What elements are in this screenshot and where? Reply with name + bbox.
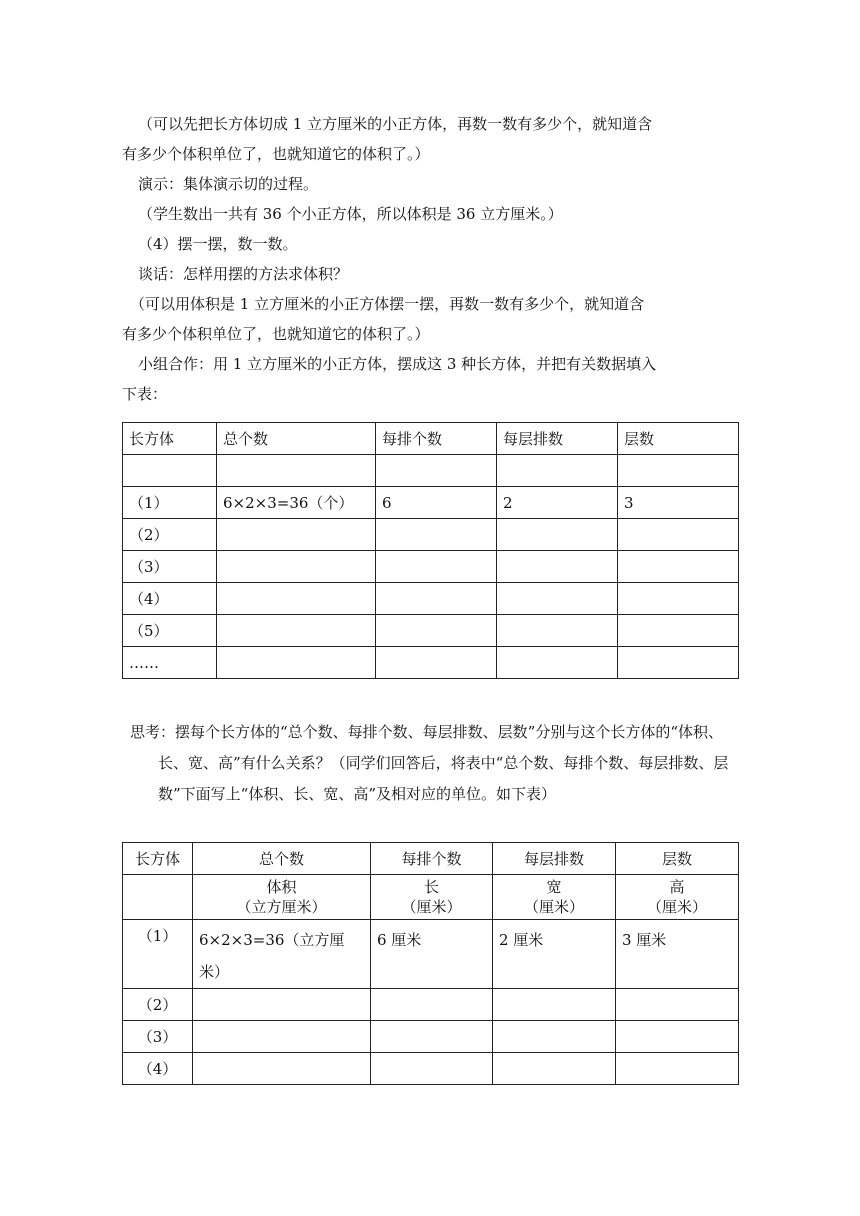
table-cell [376,615,497,647]
table-cell [497,583,618,615]
header-cell: 每层排数 [497,423,618,455]
demo-line: 演示：集体演示切的过程。 [138,175,319,193]
table-row [123,455,739,487]
table-cell [493,1021,616,1053]
table-cell: 6×2×3=36（个） [217,487,376,519]
think-paragraph: 思考：摆每个长方体的“总个数、每排个数、每层排数、层数”分别与这个长方体的“体积、长、宽、高”有什么关系？（同学们回答后，将表中“总个数、每排个数、每层排数、层数”下面写上“体积、长、宽、高”及相对应的单位。如下表） [130,723,729,803]
think-section [130,717,740,810]
table-cell [193,1053,371,1085]
header-cell: 长方体 [123,423,217,455]
header-cell: 每层排数 [493,843,616,875]
subheader-name: 体积 [266,878,297,896]
table-cell [217,583,376,615]
table-row [123,989,739,1021]
table-row [123,647,739,679]
table-cell: （2） [123,989,193,1021]
header-cell: 每排个数 [371,843,493,875]
table-cell [497,455,618,487]
subheader-cell [193,875,371,920]
table-cell [618,583,739,615]
table-cell: 3 [618,487,739,519]
table-cell: （1） [123,487,217,519]
table-cell [616,1021,739,1053]
table-cell [371,1053,493,1085]
table-cell: （1） [123,920,193,989]
answer-line-2: 有多少个体积单位了，也就知道它的体积了。） [122,325,430,343]
table-cell: （5） [123,615,217,647]
table-cell: 6 厘米 [371,920,493,989]
header-cell: 每排个数 [376,423,497,455]
table-cell: 2 [497,487,618,519]
header-cell: 总个数 [217,423,376,455]
student-note: （学生数出一共有 36 个小正方体，所以体积是 36 立方厘米。） [138,205,563,223]
group-line-1: 小组合作：用 1 立方厘米的小正方体，摆成这 3 种长方体，并把有关数据填入 [138,355,657,373]
table-cell [618,551,739,583]
table-cell: （4） [123,1053,193,1085]
table-row [123,551,739,583]
table-cell [123,875,193,920]
table-row [123,920,739,989]
table-cell [376,551,497,583]
table-cell [376,647,497,679]
table-cell [497,551,618,583]
table-header-row [123,843,739,875]
table-cell [493,989,616,1021]
subheader-name: 高 [669,878,685,896]
data-table-1 [122,422,739,679]
subheader-name: 长 [423,878,439,896]
table-cell [217,519,376,551]
header-cell: 长方体 [123,843,193,875]
table-cell: 2 厘米 [493,920,616,989]
group-line-2: 下表： [122,385,168,403]
table-cell [618,615,739,647]
intro-section [122,109,738,409]
table-row [123,1053,739,1085]
table-cell [217,615,376,647]
table-header-row [123,423,739,455]
table-cell [217,551,376,583]
table-cell [376,455,497,487]
step-4: （4）摆一摆，数一数。 [138,235,298,253]
table-cell [376,583,497,615]
talk-line: 谈话：怎样用摆的方法求体积？ [138,265,349,283]
table-cell: 6×2×3=36（立方厘米） [193,920,371,989]
table-cell [497,519,618,551]
table-cell: （3） [123,551,217,583]
subheader-name: 宽 [546,878,562,896]
table-cell [497,647,618,679]
table-cell: …… [123,647,217,679]
table-subheader-row [123,875,739,920]
subheader-cell [371,875,493,920]
table-cell: （3） [123,1021,193,1053]
table-cell: （4） [123,583,217,615]
subheader-cell [493,875,616,920]
table-cell [193,1021,371,1053]
table-cell: （2） [123,519,217,551]
header-cell: 层数 [618,423,739,455]
data-table-2 [122,842,739,1085]
table-cell [217,455,376,487]
subheader-unit: （厘米） [523,898,584,916]
table-cell [371,989,493,1021]
table-cell [618,519,739,551]
table-cell [618,455,739,487]
intro-line-2: 有多少个体积单位了，也就知道它的体积了。） [122,145,430,163]
answer-line-1: （可以用体积是 1 立方厘米的小正方体摆一摆，再数一数有多少个，就知道含 [130,295,645,313]
table-row [123,615,739,647]
header-cell: 总个数 [193,843,371,875]
subheader-unit: （厘米） [646,898,707,916]
table-row [123,1021,739,1053]
table-cell [497,615,618,647]
table-row [123,519,739,551]
table-cell [371,1021,493,1053]
table-cell: 3 厘米 [616,920,739,989]
table-cell [123,455,217,487]
table-cell [618,647,739,679]
table-row [123,583,739,615]
table-cell [616,989,739,1021]
table-row [123,487,739,519]
table-cell [217,647,376,679]
table-cell [616,1053,739,1085]
header-cell: 层数 [616,843,739,875]
intro-line-1: （可以先把长方体切成 1 立方厘米的小正方体，再数一数有多少个，就知道含 [138,115,653,133]
table-cell [493,1053,616,1085]
table-cell [376,519,497,551]
table-cell [193,989,371,1021]
subheader-unit: （厘米） [401,898,462,916]
subheader-unit: （立方厘米） [236,898,327,916]
table-cell: 6 [376,487,497,519]
subheader-cell [616,875,739,920]
